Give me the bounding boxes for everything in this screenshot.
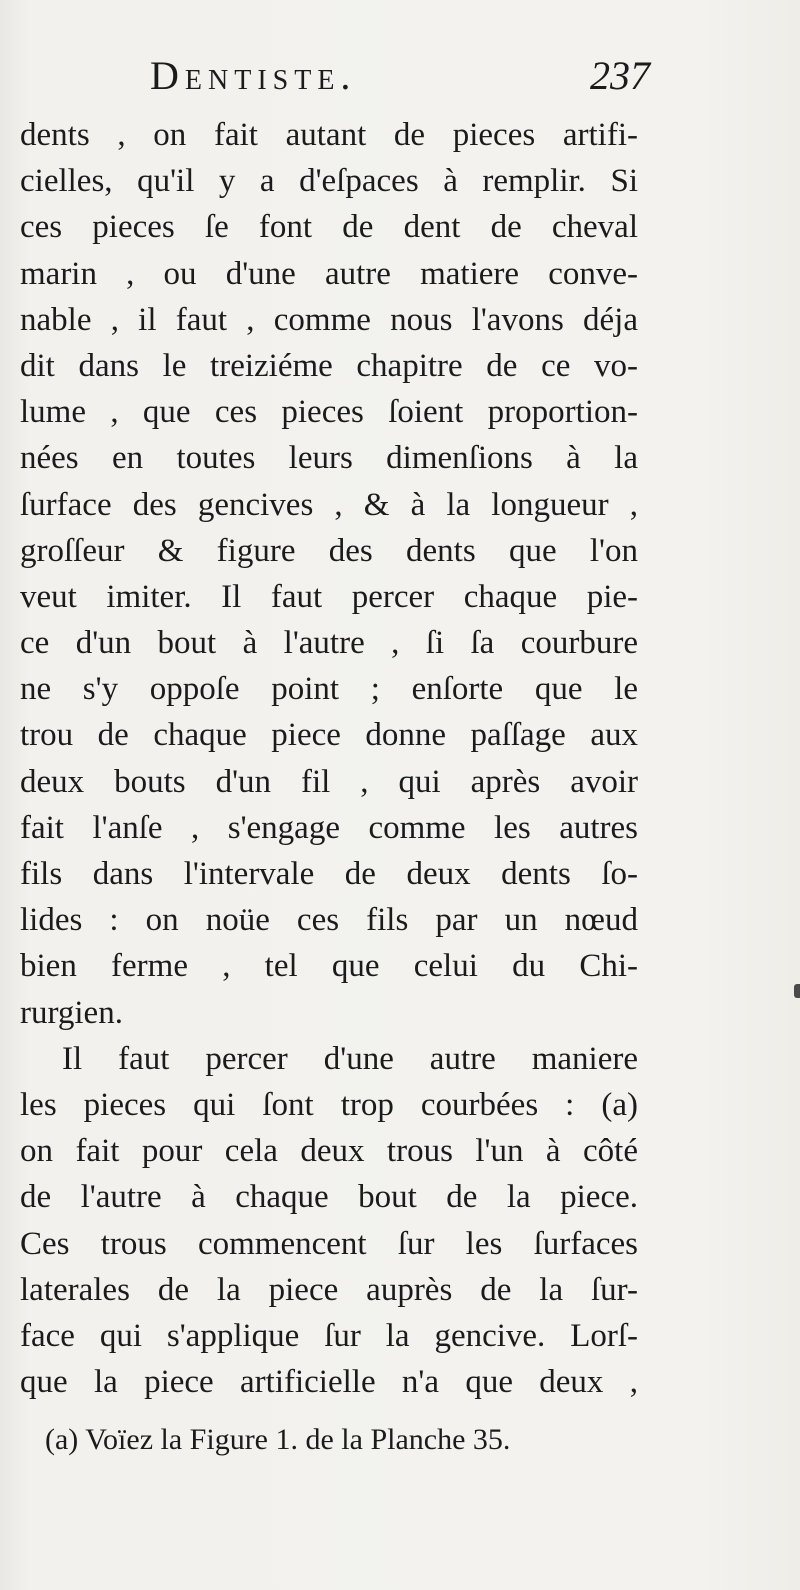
running-head xyxy=(150,52,650,102)
text-line: ce d'un bout à l'autre , ſi ſa courbure xyxy=(20,625,638,662)
text-line: que la piece artificielle n'a que deux , xyxy=(20,1364,638,1401)
text-line: ſurface des gencives , & à la longueur , xyxy=(20,486,638,523)
text-line: dit dans le treiziéme chapitre de ce vo- xyxy=(20,347,638,384)
text-line: on fait pour cela deux trous l'un à côté xyxy=(20,1133,638,1170)
running-head-title: Dentiste. xyxy=(150,53,357,98)
text-line: fils dans l'intervale de deux dents ſo- xyxy=(20,856,638,892)
text-line: face qui s'applique ſur la gencive. Lorſ- xyxy=(20,1317,638,1354)
text-line: Il faut percer d'une autre maniere xyxy=(62,1040,638,1077)
body-text xyxy=(20,112,638,1405)
text-line: trou de chaque piece donne paſſage aux xyxy=(20,717,638,754)
text-line: marin , ou d'une autre matiere conve- xyxy=(20,255,638,292)
text-line: Ces trous commencent ſur les ſurfaces xyxy=(20,1225,638,1262)
text-line: ces pieces ſe font de dent de cheval xyxy=(20,209,638,246)
text-line: cielles, qu'il y a d'eſpaces à remplir. Si xyxy=(20,163,638,200)
page-edge-mark xyxy=(794,984,800,998)
text-line: veut imiter. Il faut percer chaque pie- xyxy=(20,578,638,615)
text-line: deux bouts d'un fil , qui après avoir xyxy=(20,763,638,800)
text-line: nées en toutes leurs dimenſions à la xyxy=(20,440,638,477)
page-number: 237 xyxy=(590,53,650,98)
text-line: dents , on fait autant de pieces artifi- xyxy=(20,117,638,153)
text-line: lume , que ces pieces ſoient proportion- xyxy=(20,394,638,431)
text-line: laterales de la piece auprès de la ſur- xyxy=(20,1271,638,1308)
text-line: bien ferme , tel que celui du Chi- xyxy=(20,948,638,985)
text-line: de l'autre à chaque bout de la piece. xyxy=(20,1179,638,1216)
text-line: les pieces qui ſont trop courbées : (a) xyxy=(20,1086,638,1123)
text-line: lides : on noüe ces fils par un nœud xyxy=(20,902,638,939)
text-line: groſſeur & figure des dents que l'on xyxy=(20,532,638,569)
text-line: nable , il faut , comme nous l'avons déja xyxy=(20,301,638,338)
footnote: (a) Voïez la Figure 1. de la Planche 35. xyxy=(45,1423,511,1456)
text-line: rurgien. xyxy=(20,994,123,1031)
text-line: ne s'y oppoſe point ; enſorte que le xyxy=(20,671,638,708)
text-line: fait l'anſe , s'engage comme les autres xyxy=(20,809,638,846)
